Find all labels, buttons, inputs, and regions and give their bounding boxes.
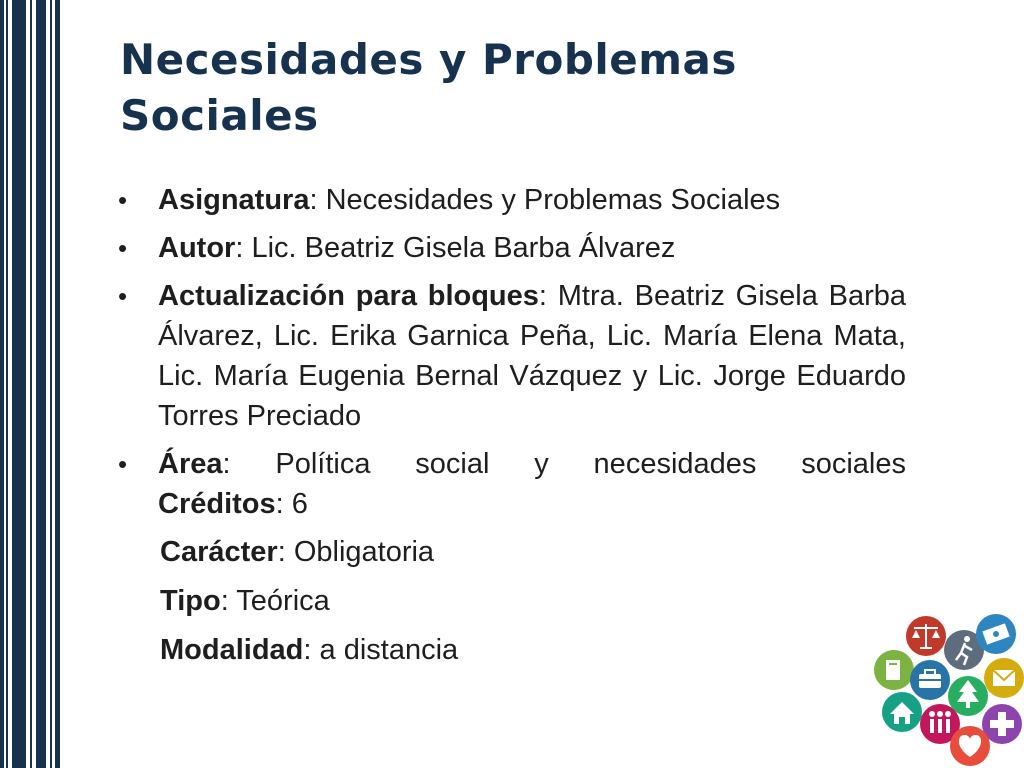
bullet-text: Lic. Beatriz Gisela Barba Álvarez (251, 232, 676, 264)
creditos-label: Créditos (158, 488, 276, 520)
money-icon (976, 614, 1016, 654)
slide-title: Necesidades y Problemas Sociales (120, 35, 737, 140)
house-icon (882, 692, 922, 732)
bullet-text: Necesidades y Problemas Sociales (325, 184, 781, 216)
line-modalidad (118, 630, 906, 670)
line-tipo (118, 581, 906, 621)
line-text: Obligatoria (293, 536, 435, 568)
line-sep: : (277, 536, 294, 568)
slide-content (118, 180, 906, 679)
bullet-asignatura (118, 180, 906, 220)
bullet-label: Área (158, 448, 223, 480)
bullet-sep: : (222, 448, 276, 480)
bullet-sep: : (235, 232, 252, 264)
briefcase-icon (910, 660, 950, 700)
side-stripes (0, 0, 62, 768)
bullet-label: Actualización para bloques (158, 280, 539, 312)
bullet-sep: : (309, 184, 326, 216)
heart-icon (950, 726, 990, 766)
line-label: Modalidad (160, 634, 304, 666)
bullet-label: Autor (158, 232, 236, 264)
bullet-dot: • (118, 281, 128, 311)
line-caracter (118, 532, 906, 572)
line-sep: : (303, 634, 320, 666)
bullet-dot: • (118, 185, 128, 215)
bullet-text: Política social y necesidades sociales (275, 448, 906, 480)
book-icon (874, 650, 914, 690)
bullet-dot: • (118, 233, 128, 263)
scales-icon (906, 616, 946, 656)
bullet-label: Asignatura (158, 184, 310, 216)
envelope-icon (984, 658, 1024, 698)
bullet-actualizacion (118, 276, 906, 436)
creditos-sep: : (275, 488, 292, 520)
creditos-value: 6 (291, 488, 308, 520)
line-text: a distancia (319, 634, 459, 666)
bullet-text: Mtra. Beatriz Gisela Barba Álvarez, Lic. Erika Garnica Peña, Lic. María Elena Mata, Lic. María Eugenia Bernal Vázquez y Lic. Jorge Eduardo Torres Preciado (158, 280, 906, 432)
bullet-sep: : (538, 280, 558, 312)
area-line (158, 444, 906, 484)
line-label: Tipo (160, 585, 221, 617)
bullet-autor (118, 228, 906, 268)
bullet-dot: • (118, 449, 128, 479)
line-label: Carácter (160, 536, 278, 568)
line-sep: : (220, 585, 237, 617)
line-text: Teórica (236, 585, 330, 617)
creditos-line (158, 484, 906, 524)
bullet-area (118, 444, 906, 524)
social-icons-cluster (868, 608, 1024, 768)
